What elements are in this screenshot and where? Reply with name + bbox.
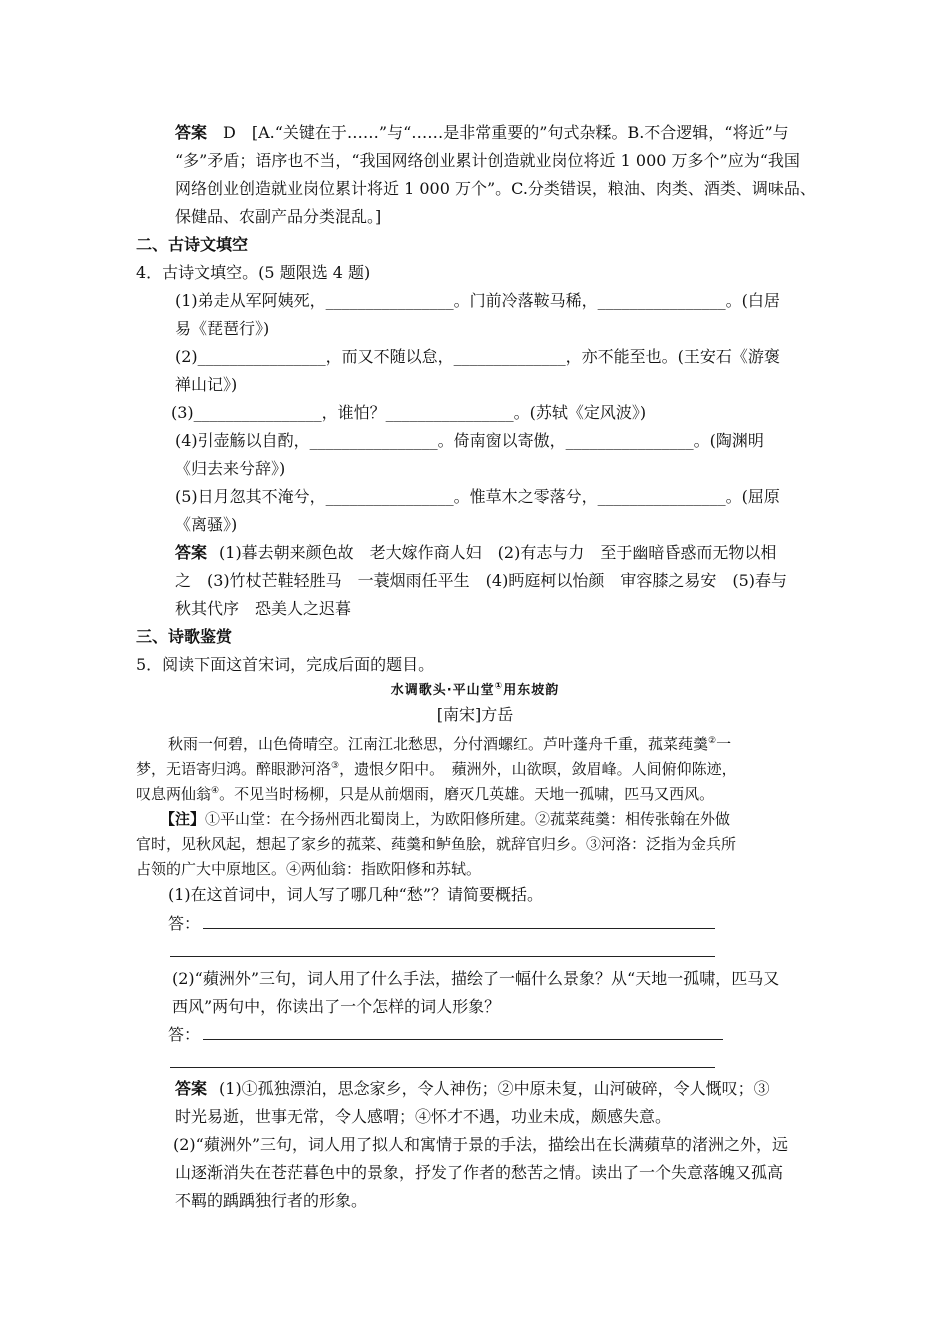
answer-label: 答案 (175, 543, 208, 562)
note-line: 官时，见秋风起，想起了家乡的菰菜、莼羹和鲈鱼脍，就辞官归乡。③河洛：泛指为金兵所 (136, 835, 737, 853)
fill-item: (4)引壶觞以自酌，________________。倚南窗以寄傲，________________。(陶渊明 (175, 431, 764, 450)
question-text: 5．阅读下面这首宋词，完成后面的题目。 (136, 655, 435, 674)
poem-author: [南宋]方岳 (436, 705, 514, 724)
footnote-marker: ② (708, 736, 717, 746)
answer-line: 之 (3)竹杖芒鞋轻胜马 一蓑烟雨任平生 (4)眄庭柯以怡颜 审容膝之易安 (5)春与 (175, 571, 787, 590)
fill-item: (3)________________，谁怕？________________。(苏轼《定风波》) (171, 403, 647, 422)
fill-item: (1)弟走从军阿姨死，________________。门前冷落鞍马稀，________________。(白居 (175, 291, 780, 310)
answer-prompt: 答： (168, 914, 201, 933)
sub-question-cont: 西风”两句中，你读出了一个怎样的词人形象？ (172, 997, 501, 1016)
footnote-marker: ① (494, 681, 504, 692)
answer-line: (2)“蘋洲外”三句，词人用了拟人和寓情于景的手法，描绘出在长满蘋草的渚洲之外，远 (173, 1135, 789, 1154)
answer-label: 答案 (175, 123, 208, 142)
sub-question: (1)在这首词中，词人写了哪几种“愁”？请简要概括。 (168, 885, 544, 904)
answer-blank-line[interactable] (203, 1039, 723, 1040)
answer-line: 山逐渐消失在苍茫暮色中的景象，抒发了作者的愁苦之情。读出了一个失意落魄又孤高 (175, 1163, 784, 1182)
answer-prompt: 答： (168, 1025, 201, 1044)
footnote-marker: ④ (211, 786, 220, 796)
fill-item-cont: 禅山记》) (175, 375, 238, 394)
sub-question: (2)“蘋洲外”三句，词人用了什么手法，描绘了一幅什么景象？从“天地一孤啸，匹马又 (172, 969, 780, 988)
poem-title: 水调歌头·平山堂①用东坡韵 (390, 681, 560, 698)
answer-blank-line[interactable] (170, 1067, 715, 1068)
poem-line: 梦，无语寄归鸿。醉眼渺河洛③，遗恨夕阳中。 蘋洲外，山欲暝，敛眉峰。人间俯仰陈迹， (136, 760, 737, 778)
answer-line: 网络创业创造就业岗位累计将近 1 000 万个”。C.分类错误，粮油、肉类、酒类、调味品、 (175, 179, 816, 198)
fill-item: (5)日月忽其不淹兮，________________。惟草木之零落兮，________________。(屈原 (175, 487, 780, 506)
fill-item: (2)________________，而又不随以怠，______________，亦不能至也。(王安石《游褒 (175, 347, 780, 366)
answer-line: 保健品、农副产品分类混乱。] (175, 207, 382, 226)
note-label: 【注】 (160, 810, 206, 828)
fill-item-cont: 《离骚》) (175, 515, 238, 534)
poem-line: 秋雨一何碧，山色倚晴空。江南江北愁思，分付酒螺红。芦叶蓬舟千重，菰菜莼羹②一 (168, 735, 732, 753)
answer-blank-line[interactable] (170, 956, 715, 957)
answer-line: “多”矛盾；语序也不当，“我国网络创业累计创造就业岗位将近 1 000 万多个”应为“我国 (175, 151, 800, 170)
footnote-marker: ③ (331, 761, 340, 771)
note-line: 【注】①平山堂：在今扬州西北蜀岗上，为欧阳修所建。②菰菜莼羹：相传张翰在外做 (160, 810, 731, 828)
answer-line: 时光易逝，世事无常，令人感喟；④怀才不遇，功业未成，颇感失意。 (175, 1107, 672, 1126)
answer-label: 答案 (175, 1079, 208, 1098)
answer-line: (1)暮去朝来颜色故 老大嫁作商人妇 (2)有志与力 至于幽暗昏惑而无物以相 (219, 543, 777, 562)
section-heading: 三、诗歌鉴赏 (136, 627, 233, 646)
fill-item-cont: 易《琵琶行》) (175, 319, 270, 338)
answer-line: D [A.“关键在于……”与“……是非常重要的”句式杂糅。B.不合逻辑，“将近”与 (223, 123, 789, 142)
answer-line: (1)①孤独漂泊，思念家乡，令人神伤；②中原未复，山河破碎，令人慨叹；③ (219, 1079, 770, 1098)
question-text: 4．古诗文填空。(5 题限选 4 题) (136, 263, 371, 282)
poem-line: 叹息两仙翁④。不见当时杨柳，只是从前烟雨，磨灭几英雄。天地一孤啸，匹马又西风。 (136, 785, 715, 803)
section-heading: 二、古诗文填空 (136, 235, 249, 254)
answer-blank-line[interactable] (203, 928, 715, 929)
answer-line: 秋其代序 恐美人之迟暮 (175, 599, 352, 618)
answer-line: 不羁的踽踽独行者的形象。 (175, 1191, 368, 1210)
fill-item-cont: 《归去来兮辞》) (175, 459, 286, 478)
note-line: 占领的广大中原地区。④两仙翁：指欧阳修和苏轼。 (136, 860, 482, 878)
